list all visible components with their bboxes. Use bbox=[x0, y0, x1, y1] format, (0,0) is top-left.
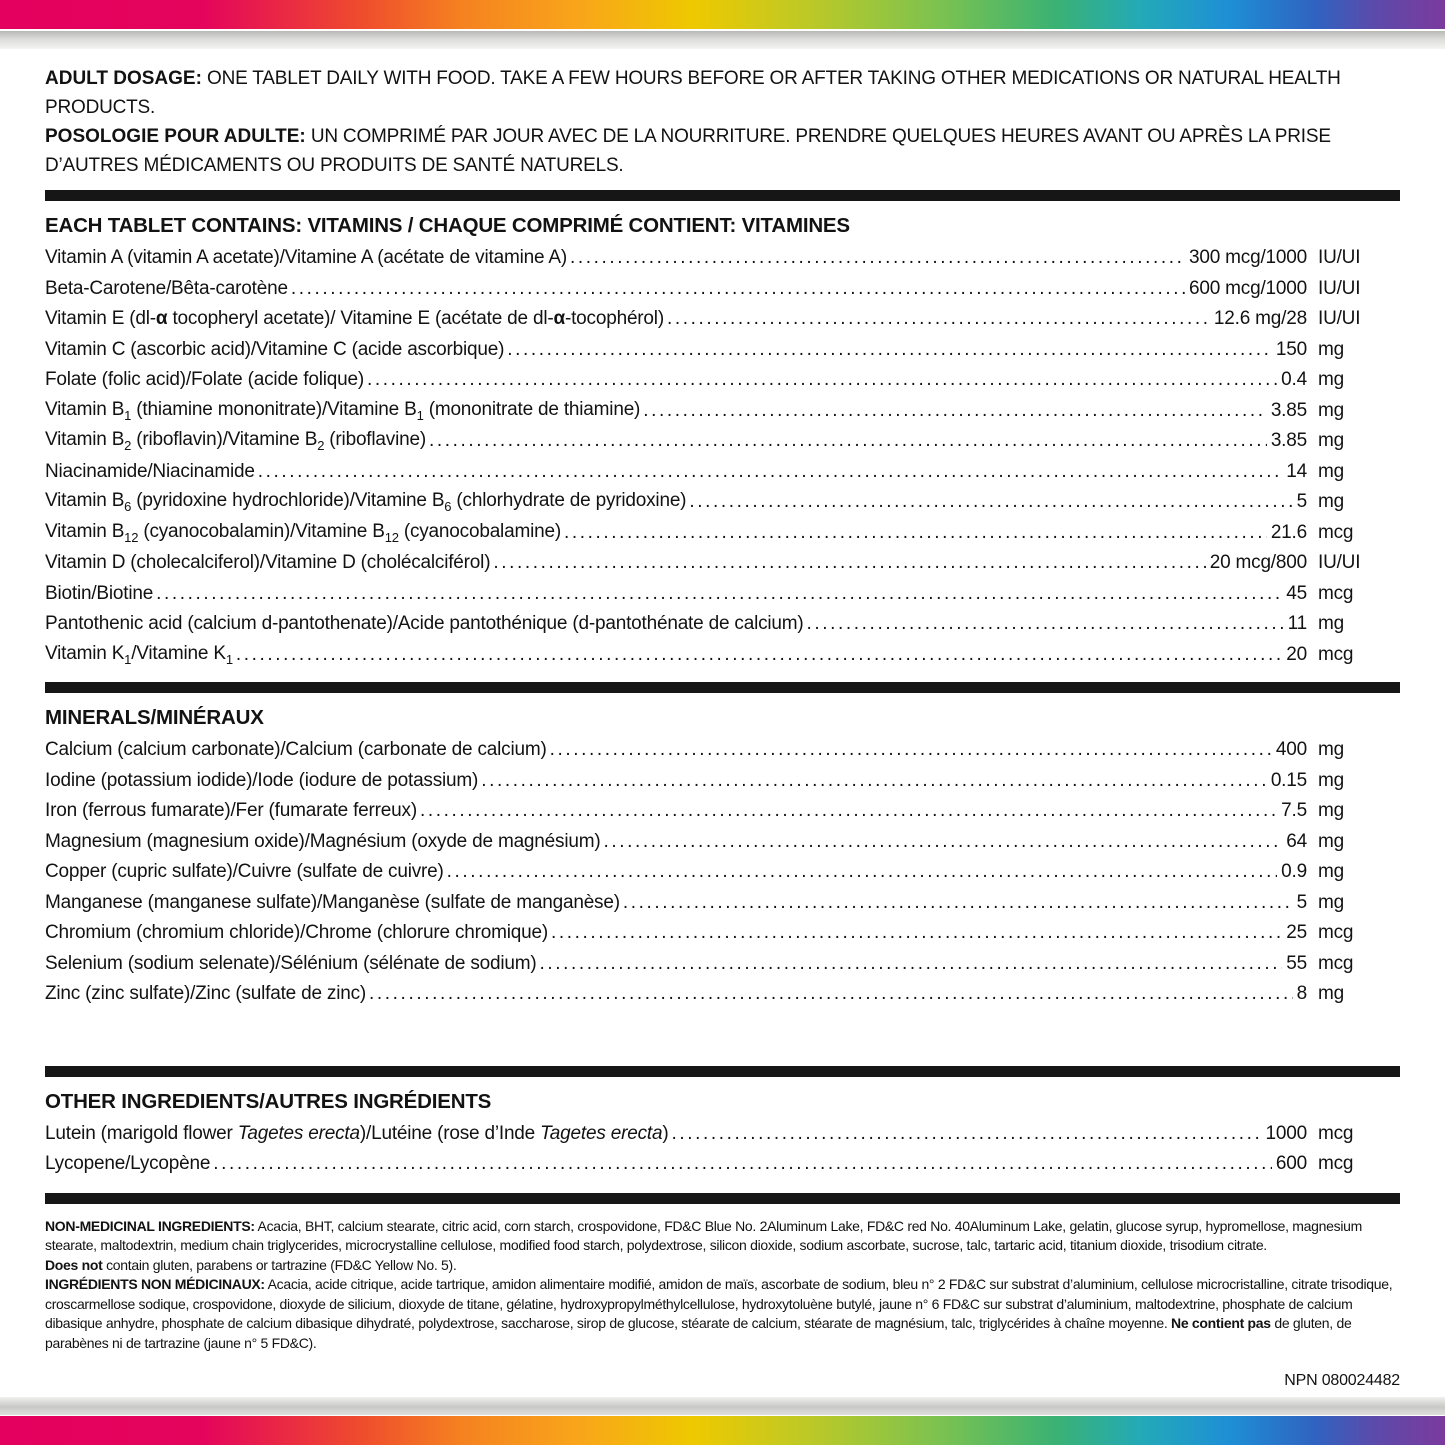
ingredient-row bbox=[45, 796, 1400, 827]
ingredient-unit: mg bbox=[1318, 830, 1344, 852]
ingredient-unit: mcg bbox=[1318, 1122, 1354, 1144]
ingredient-row bbox=[45, 1119, 1400, 1150]
ingredient-row bbox=[45, 396, 1400, 427]
ingredient-row bbox=[45, 918, 1400, 949]
ingredient-amount: 14 bbox=[1286, 460, 1307, 482]
rainbow-bar-bottom bbox=[0, 1416, 1445, 1445]
leader-dots bbox=[507, 339, 1272, 361]
leader-dots bbox=[623, 892, 1293, 914]
ingredient-amount: 400 bbox=[1275, 739, 1307, 761]
ingredient-name: Vitamin $K_1$/Vitamine $K_1$ bbox=[45, 642, 233, 667]
ingredient-amount: 600 mcg/1000 bbox=[1188, 277, 1307, 299]
ingredient-row bbox=[45, 487, 1400, 518]
ingredient-name: Pantothenic acid (calcium d-pantothenate)/Acide pantothénique (d-pantothénate de calcium) bbox=[45, 613, 804, 635]
ingredient-unit: mcg bbox=[1318, 582, 1354, 604]
leader-dots bbox=[807, 613, 1284, 635]
ingredient-name: Calcium (calcium carbonate)/Calcium (carbonate de calcium) bbox=[45, 739, 547, 761]
blank-spacer bbox=[45, 1010, 1400, 1066]
ingredient-row bbox=[45, 609, 1400, 640]
leader-dots bbox=[447, 861, 1278, 883]
ingredient-amount: 11 bbox=[1287, 613, 1307, 635]
leader-dots bbox=[156, 583, 1282, 605]
ingredient-amount: 45 bbox=[1286, 582, 1307, 604]
leader-dots bbox=[551, 922, 1282, 944]
leader-dots bbox=[369, 983, 1293, 1005]
ingredient-name: Vitamin $B_6$ (pyridoxine hydrochloride)/Vitamine $B_6$ (chlorhydrate de pyridoxine) bbox=[45, 490, 687, 515]
ingredient-amount: 8 bbox=[1296, 983, 1307, 1005]
ingredient-row bbox=[45, 766, 1400, 797]
ingredient-unit: mg bbox=[1318, 891, 1344, 913]
ingredient-row bbox=[45, 335, 1400, 366]
ingredient-amount: 600 bbox=[1275, 1153, 1307, 1175]
ingredient-name: Vitamin $B_{12}$ (cyanocobalamin)/Vitamine $B_{12}$ (cyanocobalamine) bbox=[45, 520, 561, 545]
ingredient-amount: 20 bbox=[1286, 643, 1307, 665]
ingredient-row bbox=[45, 426, 1400, 457]
label-content bbox=[45, 49, 1400, 1353]
ingredient-unit: mg bbox=[1318, 983, 1344, 1005]
ingredient-amount: 12.6 mg/28 bbox=[1213, 308, 1307, 330]
ingredient-unit: mcg bbox=[1318, 922, 1354, 944]
ingredient-unit: mcg bbox=[1318, 643, 1354, 665]
leader-dots bbox=[367, 369, 1277, 391]
leader-dots bbox=[236, 644, 1282, 666]
ingredient-unit: IU/UI bbox=[1318, 552, 1361, 574]
leader-dots bbox=[493, 552, 1205, 574]
ingredient-row bbox=[45, 888, 1400, 919]
ingredient-name: Vitamin $B_1$ (thiamine mononitrate)/Vitamine $B_1$ (mononitrate de thiamine) bbox=[45, 398, 641, 423]
ingredient-unit: mg bbox=[1318, 491, 1344, 513]
section-divider bbox=[45, 190, 1400, 201]
ingredient-row bbox=[45, 579, 1400, 610]
ingredient-unit: mg bbox=[1318, 861, 1344, 883]
leader-dots bbox=[540, 953, 1283, 975]
leader-dots bbox=[550, 739, 1272, 761]
section-divider bbox=[45, 682, 1400, 693]
ingredient-row bbox=[45, 274, 1400, 305]
non-medicinal-en-text: NON-MEDICINAL INGREDIENTS: Acacia, BHT, calcium stearate, citric acid, corn starch, crospovidone, FD&C Blue No. 2Aluminum Lake, FD&C red No. 40Aluminum Lake, gelatin, glucose syrup, hypromellose, magnesium stearate, maltodextrin, medium chain triglycerides, microcrystalline cellulose, modified food starch, polydextrose, silicon dioxide, sodium ascorbate, sucrose, talc, tartaric acid, titanium dioxide, trisodium citrate. bbox=[45, 1217, 1362, 1253]
ingredient-row bbox=[45, 640, 1400, 671]
section-divider bbox=[45, 1193, 1400, 1204]
ingredient-unit: IU/UI bbox=[1318, 277, 1361, 299]
ingredient-row bbox=[45, 518, 1400, 549]
ingredient-name: Chromium (chromium chloride)/Chrome (chlorure chromique) bbox=[45, 922, 548, 944]
dosage-block bbox=[45, 49, 1400, 180]
ingredient-unit: mcg bbox=[1318, 1153, 1354, 1175]
ingredient-unit: mg bbox=[1318, 430, 1344, 452]
posologie-adulte-text: POSOLOGIE POUR ADULTE: UN COMPRIMÉ PAR JOUR AVEC DE LA NOURRITURE. PRENDRE QUELQUES HEURES AVANT OU APRÈS LA PRISE D’AUTRES MÉDICAMENTS OU PRODUITS DE SANTÉ NATURELS. bbox=[45, 126, 1331, 176]
section-divider bbox=[45, 1066, 1400, 1077]
ingredient-row bbox=[45, 243, 1400, 274]
ingredient-name: Zinc (zinc sulfate)/Zinc (sulfate de zinc) bbox=[45, 983, 367, 1005]
other-ingredients-section bbox=[45, 1090, 1400, 1180]
ingredient-unit: mcg bbox=[1318, 521, 1354, 543]
ingredient-amount: 0.4 bbox=[1281, 369, 1307, 391]
ingredient-name: Lutein (marigold flower Tagetes erecta)/Lutéine (rose d’Inde Tagetes erecta) bbox=[45, 1122, 669, 1144]
ingredient-unit: mg bbox=[1318, 739, 1344, 761]
ingredient-unit: mg bbox=[1318, 613, 1344, 635]
ingredient-name: Niacinamide/Niacinamide bbox=[45, 460, 255, 482]
leader-dots bbox=[689, 491, 1292, 513]
ingredient-name: Manganese (manganese sulfate)/Manganèse (sulfate de manganèse) bbox=[45, 891, 620, 913]
ingredient-name: Vitamin E (dl-α tocopheryl acetate)/ Vitamine E (acétate de dl-α-tocophérol) bbox=[45, 308, 664, 330]
ingredient-name: Magnesium (magnesium oxide)/Magnésium (oxyde de magnésium) bbox=[45, 830, 601, 852]
ingredient-name: Copper (cupric sulfate)/Cuivre (sulfate de cuivre) bbox=[45, 861, 444, 883]
leader-dots bbox=[603, 831, 1282, 853]
ingredient-unit: mg bbox=[1318, 369, 1344, 391]
ingredient-name: Beta-Carotene/Bêta-carotène bbox=[45, 277, 288, 299]
ingredient-amount: 1000 bbox=[1265, 1122, 1307, 1144]
leader-dots bbox=[667, 308, 1210, 330]
ingredient-unit: IU/UI bbox=[1318, 308, 1361, 330]
ingredient-unit: mg bbox=[1318, 460, 1344, 482]
ingredient-row bbox=[45, 827, 1400, 858]
other-ingredients-heading: OTHER INGREDIENTS/AUTRES INGRÉDIENTS bbox=[45, 1089, 492, 1113]
non-medicinal-fr-text: INGRÉDIENTS NON MÉDICINAUX: Acacia, acide citrique, acide tartrique, amidon alimentaire modifié, amidon de maïs, ascorbate de sodium, bleu n° 2 FD&C sur substrat d’aluminium, cellulose microcristalline, citrate trisodique, croscarmellose sodique, crospovidone, dioxyde de silicium, dioxyde de titane, gélatine, hydroxypropylméthylcellulose, hydroxytoluène butylé, jaune n° 6 FD&C sur substrat d’aluminium, maltodextrine, phosphate de calcium dibasique anhydre, phosphate de calcium dibasique dihydraté, polydextrose, saccharose, sirop de glucose, stéarate de calcium, stéarate de magnésium, talc, triglycérides à chaîne moyenne. Ne contient pas de gluten, de parabènes ni de tartrazine (jaune n° 5 FD&C). bbox=[45, 1276, 1393, 1351]
leader-dots bbox=[291, 278, 1185, 300]
leader-dots bbox=[643, 400, 1267, 422]
ingredient-name: Vitamin D (cholecalciferol)/Vitamine D (cholécalciférol) bbox=[45, 552, 491, 574]
ingredient-amount: 25 bbox=[1286, 922, 1307, 944]
leader-dots bbox=[564, 522, 1267, 544]
ingredient-amount: 3.85 bbox=[1270, 430, 1307, 452]
ingredient-row bbox=[45, 1149, 1400, 1180]
vitamins-rows bbox=[45, 243, 1400, 670]
ingredient-amount: 5 bbox=[1296, 491, 1307, 513]
ingredient-amount: 21.6 bbox=[1270, 521, 1307, 543]
ingredient-row bbox=[45, 979, 1400, 1010]
adult-dosage-text: ADULT DOSAGE: ONE TABLET DAILY WITH FOOD. TAKE A FEW HOURS BEFORE OR AFTER TAKING OTHER MEDICATIONS OR NATURAL HEALTH PRODUCTS. bbox=[45, 68, 1341, 118]
ingredient-row bbox=[45, 548, 1400, 579]
silver-bar-top bbox=[0, 31, 1445, 49]
does-not-contain-text: Does not contain gluten, parabens or tartrazine (FD&C Yellow No. 5). bbox=[45, 1256, 457, 1273]
ingredient-name: Iron (ferrous fumarate)/Fer (fumarate ferreux) bbox=[45, 800, 417, 822]
ingredient-row bbox=[45, 457, 1400, 488]
ingredient-name: Selenium (sodium selenate)/Sélénium (sélénate de sodium) bbox=[45, 952, 537, 974]
ingredient-name: Folate (folic acid)/Folate (acide folique) bbox=[45, 369, 364, 391]
ingredient-row bbox=[45, 735, 1400, 766]
ingredient-amount: 20 mcg/800 bbox=[1209, 552, 1307, 574]
minerals-section bbox=[45, 706, 1400, 1010]
leader-dots bbox=[671, 1123, 1261, 1145]
ingredient-row bbox=[45, 304, 1400, 335]
ingredient-amount: 0.9 bbox=[1281, 861, 1307, 883]
ingredient-amount: 0.15 bbox=[1270, 769, 1307, 791]
ingredient-name: Vitamin C (ascorbic acid)/Vitamine C (acide ascorbique) bbox=[45, 338, 505, 360]
ingredient-name: Biotin/Biotine bbox=[45, 582, 154, 604]
vitamins-heading: EACH TABLET CONTAINS: VITAMINS / CHAQUE COMPRIMÉ CONTIENT: VITAMINES bbox=[45, 214, 850, 237]
ingredient-unit: mcg bbox=[1318, 952, 1354, 974]
ingredient-amount: 150 bbox=[1275, 338, 1307, 360]
ingredient-name: Vitamin A (vitamin A acetate)/Vitamine A (acétate de vitamine A) bbox=[45, 247, 567, 269]
minerals-rows bbox=[45, 735, 1400, 1010]
ingredient-name: Vitamin $B_2$ (riboflavin)/Vitamine $B_2$ (riboflavine) bbox=[45, 429, 426, 454]
ingredient-unit: mg bbox=[1318, 399, 1344, 421]
leader-dots bbox=[429, 430, 1267, 452]
ingredient-row bbox=[45, 857, 1400, 888]
ingredient-amount: 64 bbox=[1286, 830, 1307, 852]
minerals-heading: MINERALS/MINÉRAUX bbox=[45, 706, 264, 729]
leader-dots bbox=[570, 247, 1185, 269]
ingredient-amount: 300 mcg/1000 bbox=[1188, 247, 1307, 269]
ingredient-unit: IU/UI bbox=[1318, 247, 1361, 269]
other-ingredients-rows bbox=[45, 1119, 1400, 1180]
rainbow-bar-top bbox=[0, 0, 1445, 29]
leader-dots bbox=[420, 800, 1277, 822]
silver-bar-bottom bbox=[0, 1397, 1445, 1415]
leader-dots bbox=[258, 461, 1282, 483]
ingredient-name: Lycopene/Lycopène bbox=[45, 1153, 211, 1175]
non-medicinal-block bbox=[45, 1217, 1400, 1354]
vitamins-section bbox=[45, 214, 1400, 670]
ingredient-row bbox=[45, 365, 1400, 396]
leader-dots bbox=[481, 770, 1267, 792]
ingredient-amount: 7.5 bbox=[1281, 800, 1307, 822]
leader-dots bbox=[213, 1153, 1272, 1175]
ingredient-amount: 3.85 bbox=[1270, 399, 1307, 421]
ingredient-unit: mg bbox=[1318, 338, 1344, 360]
ingredient-row bbox=[45, 949, 1400, 980]
ingredient-amount: 5 bbox=[1296, 891, 1307, 913]
ingredient-name: Iodine (potassium iodide)/Iode (iodure de potassium) bbox=[45, 769, 479, 791]
ingredient-unit: mg bbox=[1318, 769, 1344, 791]
npn-number: NPN 080024482 bbox=[1284, 1372, 1400, 1389]
ingredient-unit: mg bbox=[1318, 800, 1344, 822]
ingredient-amount: 55 bbox=[1286, 952, 1307, 974]
